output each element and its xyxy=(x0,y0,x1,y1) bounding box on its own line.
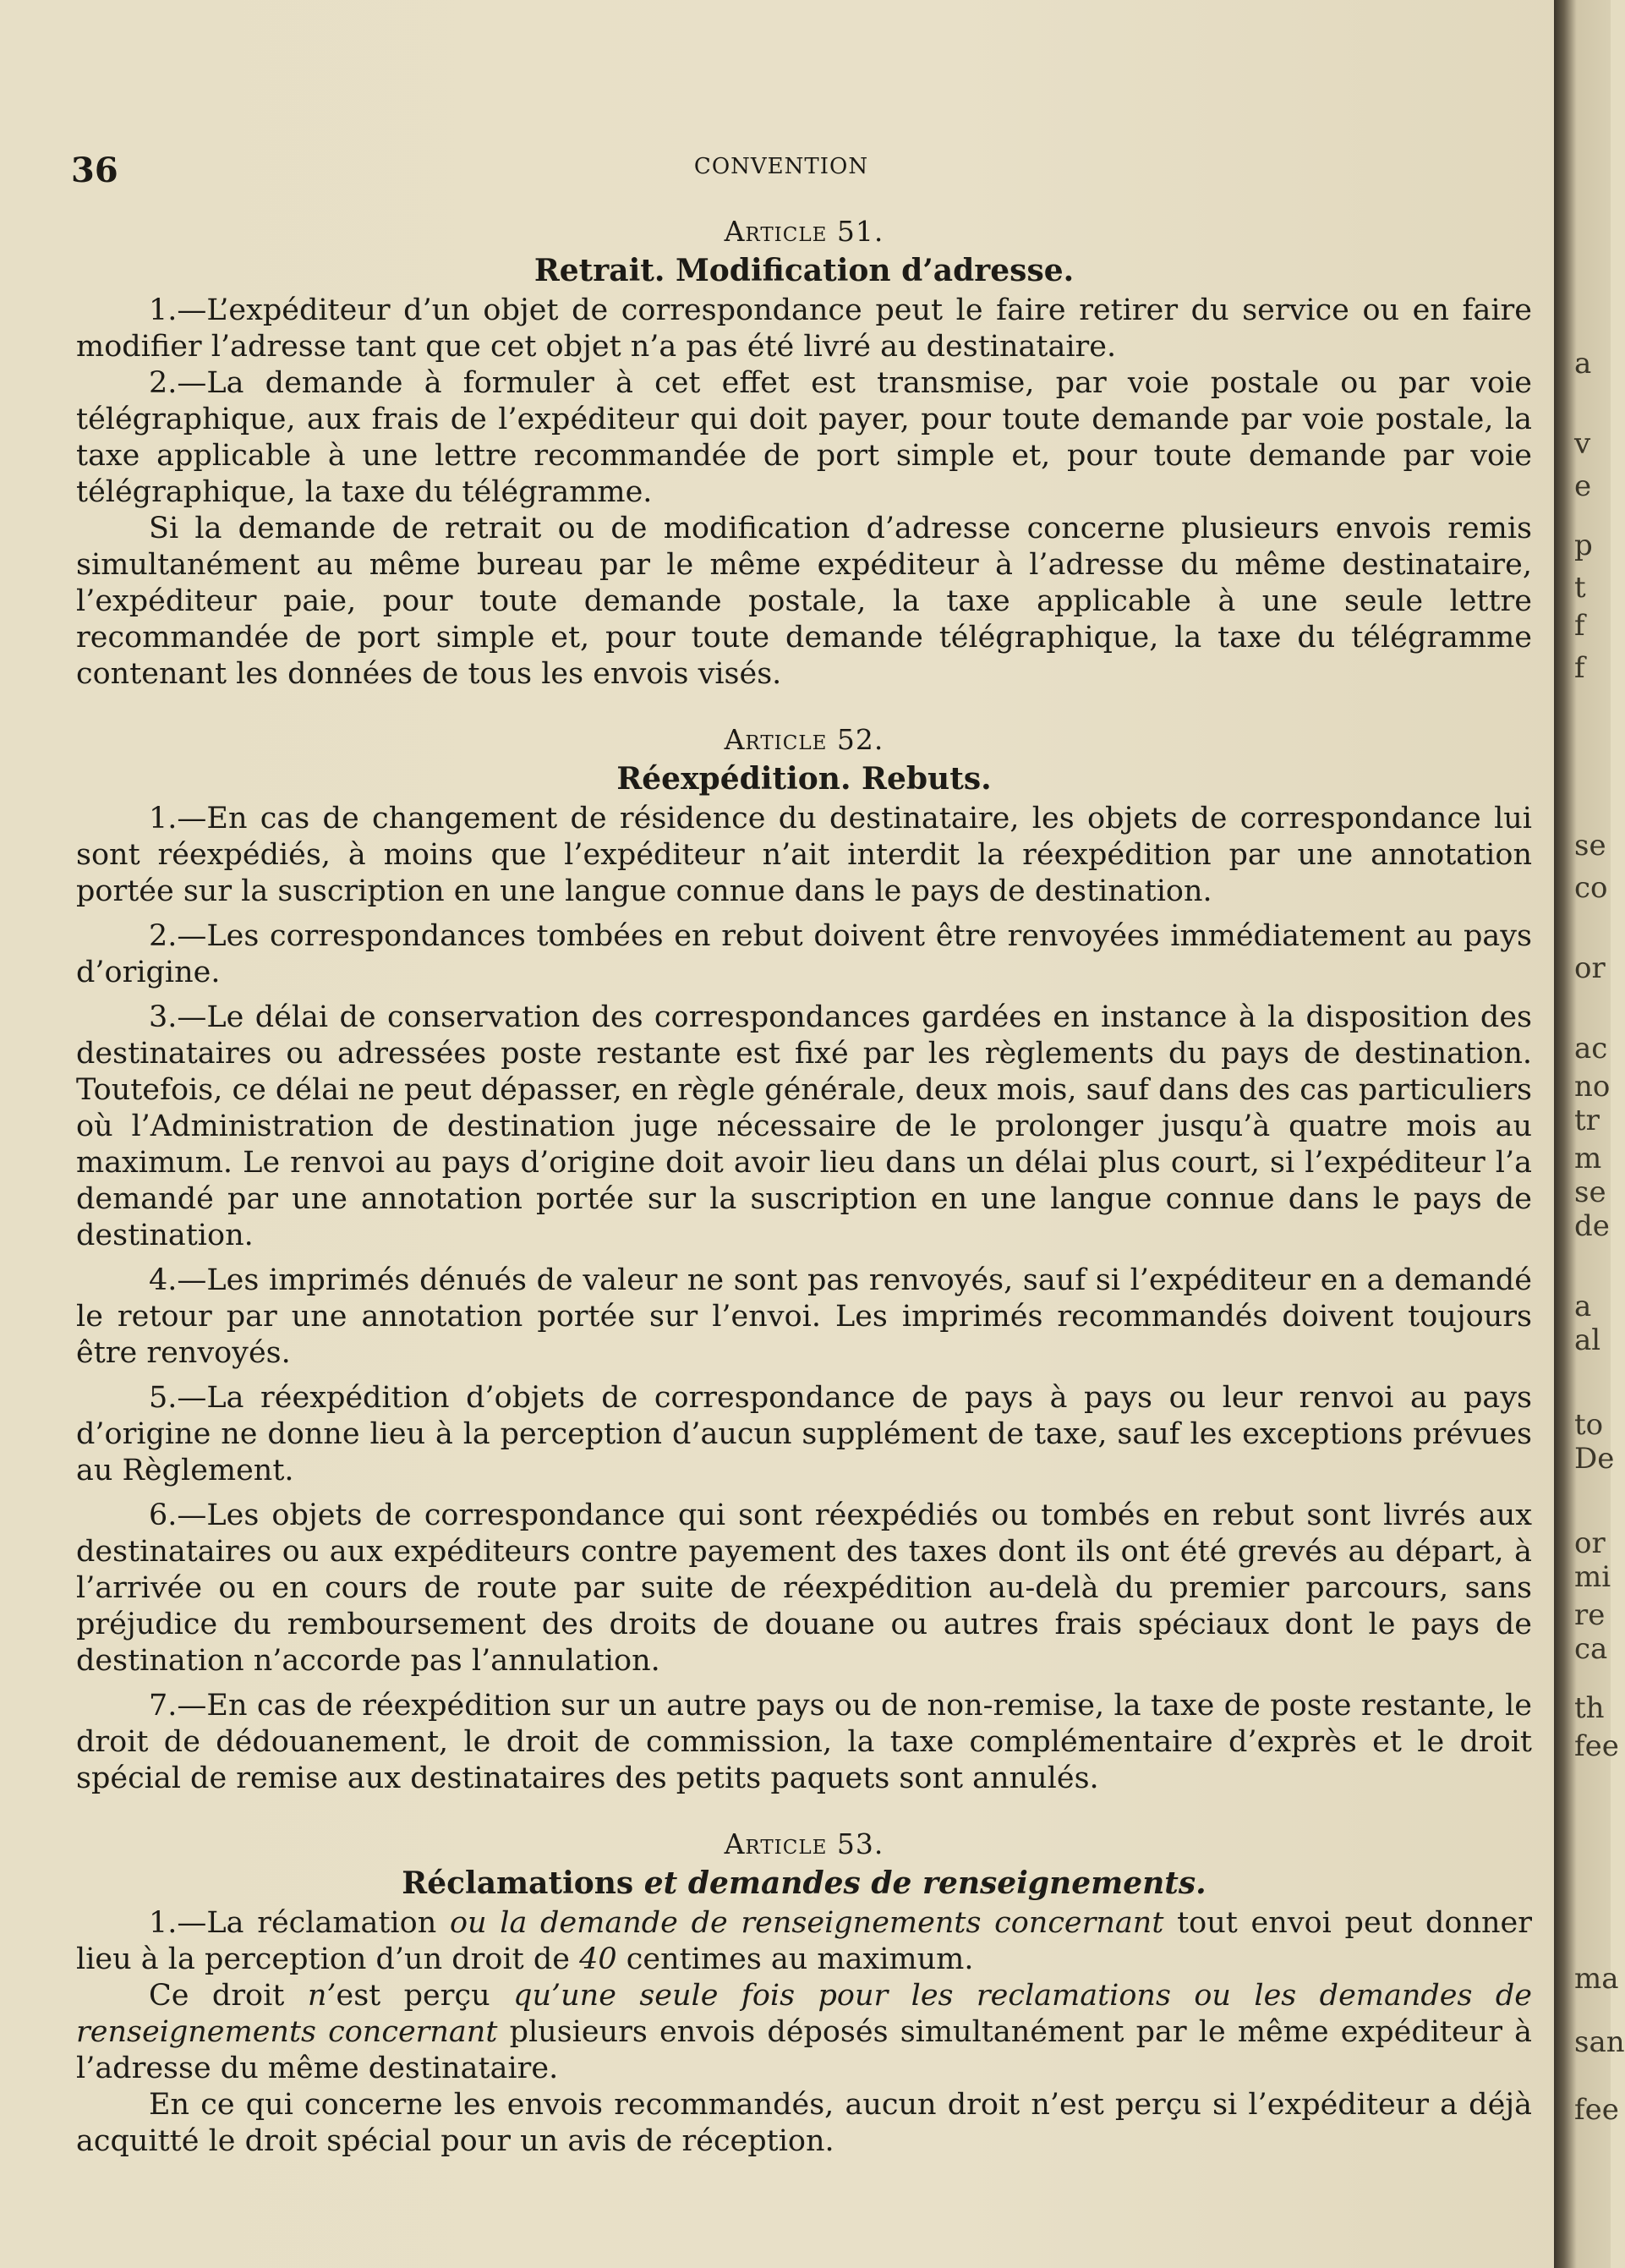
facing-page-fragment: De xyxy=(1574,1442,1615,1476)
paragraph: 6.—Les objets de correspondance qui sont réexpédiés ou tombés en rebut sont livrés aux destinataires ou aux expéditeurs contre payement des taxes dont ils ont été grevés au départ, à l’arrivée ou en cours de route par suite de réexpédition au-delà du premier parcours, sans préjudice du remboursement des droits de douane ou autres frais spéciaux dont le pays de destination n’accorde pas l’annulation. xyxy=(76,1498,1532,1678)
facing-page-fragment: ma xyxy=(1574,1962,1619,1996)
facing-page-fragment: m xyxy=(1574,1142,1602,1175)
text-run-italic: ou la demande de renseignements concernant xyxy=(449,1906,1164,1940)
facing-page-fragment: al xyxy=(1574,1323,1601,1357)
facing-page-fragment: a xyxy=(1574,1290,1592,1323)
paragraph xyxy=(76,1905,1532,1978)
paragraph: 1.—L’expéditeur d’un objet de correspondance peut le faire retirer du service ou en faire modifier l’adresse tant que cet objet n’a pas été livré au destinataire. xyxy=(76,293,1532,364)
text-run: plusieurs envois déposés simultanément par le même expéditeur à l’adresse du même destinataire. xyxy=(76,2015,1532,2085)
facing-page-fragment: to xyxy=(1574,1408,1604,1442)
facing-page-fragment: th xyxy=(1574,1691,1605,1725)
paragraph: 2.—La demande à formuler à cet effet est transmise, par voie postale ou par voie télégraphique, aux frais de l’expéditeur qui doit payer, pour toute demande par voie postale, la taxe applicable à une lettre recommandée de port simple et, pour toute demande par voie télégraphique, la taxe du télégramme. xyxy=(76,366,1532,509)
page-number: 36 xyxy=(71,151,118,190)
article-number: Article 52. xyxy=(724,723,884,756)
article-52 xyxy=(76,721,1532,1797)
facing-page-fragment: tr xyxy=(1574,1104,1600,1137)
facing-page-fragment: ac xyxy=(1574,1032,1608,1066)
text-run-italic: n’ xyxy=(307,1979,336,2013)
page-header xyxy=(71,151,1491,193)
facing-page-fragment: f xyxy=(1574,609,1585,643)
facing-page-fragment: e xyxy=(1574,469,1592,503)
article-title xyxy=(76,1863,1532,1904)
article-title: Réexpédition. Rebuts. xyxy=(616,761,992,797)
paragraph: 5.—La réexpédition d’objets de correspondance de pays à pays ou leur renvoi au pays d’origine ne donne lieu à la perception d’aucun supplément de taxe, sauf les exceptions prévues au Règlement. xyxy=(76,1381,1532,1487)
article-title: Retrait. Modification d’adresse. xyxy=(533,253,1075,288)
text-run: centimes au maximum. xyxy=(626,1942,974,1976)
paragraph: 3.—Le délai de conservation des correspondances gardées en instance à la disposition des destinataires ou adressées poste restante est fixé par les règlements du pays de destination. Toutefois, ce délai ne peut dépasser, en règle générale, deux mois, sauf dans des cas particuliers où l’Administration de destination juge nécessaire de le prolonger jusqu’à quatre mois au maximum. Le renvoi au pays d’origine doit avoir lieu dans un délai plus court, si l’expéditeur l’a demandé par une annotation portée sur la suscription en une langue connue dans le pays de destination. xyxy=(76,1000,1532,1252)
facing-page-fragment: t xyxy=(1574,571,1586,605)
facing-page-fragment: fee xyxy=(1574,2093,1619,2127)
facing-page-fragment: or xyxy=(1574,1526,1606,1560)
text-run-italic: 40 xyxy=(579,1942,617,1976)
facing-page-fragment: no xyxy=(1574,1070,1611,1104)
facing-page-fragment: re xyxy=(1574,1598,1606,1632)
text-run-italic: qu’une seule fois pour les reclamations ou les demandes de renseignements concernant xyxy=(76,1979,1532,2049)
text-run: est perçu xyxy=(336,1979,490,2013)
facing-page-fragment: se xyxy=(1574,1175,1606,1209)
paragraph xyxy=(76,1978,1532,2087)
facing-page-fragment: or xyxy=(1574,951,1606,985)
facing-page-fragment: mi xyxy=(1574,1560,1611,1594)
facing-page-fragment: p xyxy=(1574,529,1593,562)
paragraph: 1.—En cas de changement de résidence du destinataire, les objets de correspondance lui sont réexpédiés, à moins que l’expéditeur n’ait interdit la réexpédition par une annotation portée sur la suscription en une langue connue dans le pays de destination. xyxy=(76,802,1532,908)
facing-page-fragments xyxy=(1574,0,1625,2268)
facing-page-fragment: co xyxy=(1574,871,1608,905)
paragraph: 2.—Les correspondances tombées en rebut doivent être renvoyées immédiatement au pays d’origine. xyxy=(76,919,1532,989)
facing-page-fragment: a xyxy=(1574,347,1592,381)
facing-page-fragment: de xyxy=(1574,1209,1610,1243)
article-53 xyxy=(76,1826,1532,2160)
paragraph: 4.—Les imprimés dénués de valeur ne sont pas renvoyés, sauf si l’expéditeur en a demandé le retour par une annotation portée sur l’envoi. Les imprimés recommandés doivent toujours être renvoyés. xyxy=(76,1263,1532,1370)
facing-page-fragment: se xyxy=(1574,829,1606,863)
page-body xyxy=(76,213,1532,2160)
article-title-plain: Réclamations xyxy=(402,1865,634,1901)
paragraph: En ce qui concerne les envois recommandés, aucun droit n’est perçu si l’expéditeur a déjà acquitté le droit spécial pour un avis de réception. xyxy=(76,2088,1532,2158)
running-title: CONVENTION xyxy=(693,154,869,179)
text-run: tout envoi peut donner lieu à la perception d’un droit de xyxy=(76,1906,1532,1976)
facing-page-fragment: ca xyxy=(1574,1632,1608,1666)
paragraph: Si la demande de retrait ou de modification d’adresse concerne plusieurs envois remis simultanément au même bureau par le même expéditeur à l’adresse du même destinataire, l’expéditeur paie, pour toute demande postale, la taxe applicable à une seule lettre recommandée de port simple et, pour toute demande télégraphique, la taxe du télégramme contenant les données de tous les envois visés. xyxy=(76,512,1532,691)
facing-page-fragment: f xyxy=(1574,651,1585,685)
article-51 xyxy=(76,213,1532,693)
text-run: Ce droit xyxy=(149,1979,285,2013)
article-title-italic: et demandes de renseignements. xyxy=(643,1865,1206,1901)
text-run: 1.—La réclamation xyxy=(149,1906,437,1940)
facing-page-fragment: san xyxy=(1574,2025,1625,2059)
paragraph: 7.—En cas de réexpédition sur un autre pays ou de non-remise, la taxe de poste restante, le droit de dédouanement, le droit de commission, la taxe complémentaire d’exprès et le droit spécial de remise aux destinataires des petits paquets sont annulés. xyxy=(76,1689,1532,1795)
article-number: Article 51. xyxy=(724,215,884,248)
facing-page-fragment: fee xyxy=(1574,1729,1619,1763)
facing-page-fragment: v xyxy=(1574,427,1591,461)
article-number: Article 53. xyxy=(724,1827,884,1860)
